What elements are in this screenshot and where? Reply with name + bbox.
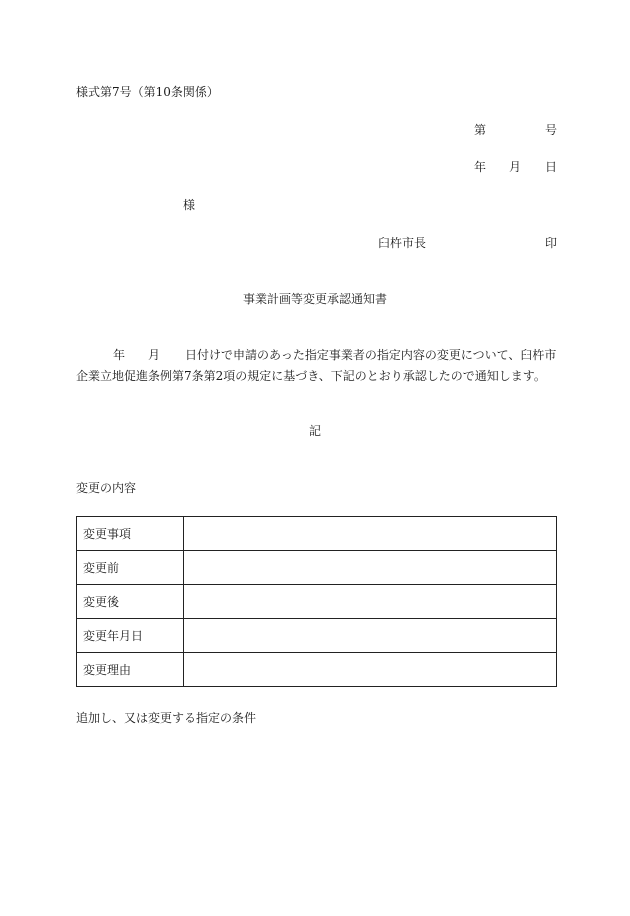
date-month: 月: [509, 160, 522, 174]
date-year: 年: [474, 160, 487, 174]
seal-mark: 印: [545, 236, 558, 250]
row-label: 変更理由: [77, 653, 184, 687]
form-number: 様式第7号（第10条関係）: [76, 85, 219, 99]
row-label: 変更事項: [77, 517, 184, 551]
changes-table: [76, 516, 557, 687]
row-label: 変更前: [77, 551, 184, 585]
issuer-title: 臼杵市長: [378, 236, 427, 250]
row-value: [184, 517, 557, 551]
changes-section-heading: 変更の内容: [76, 481, 137, 495]
table-row: [77, 585, 557, 619]
row-label: 変更後: [77, 585, 184, 619]
date-day: 日: [545, 160, 558, 174]
row-value: [184, 551, 557, 585]
row-value: [184, 653, 557, 687]
table-row: [77, 551, 557, 585]
document-title: 事業計画等変更承認通知書: [242, 292, 387, 306]
body-line2: 企業立地促進条例第7条第2項の規定に基づき、下記のとおり承認したので通知します。: [76, 369, 546, 383]
body-year: 年: [113, 348, 126, 362]
body-line1: 日付けで申請のあった指定事業者の指定内容の変更について、臼杵市: [185, 348, 557, 362]
body-month: 月: [148, 348, 161, 362]
conditions-section-heading: 追加し、又は変更する指定の条件: [76, 711, 257, 725]
table-row: [77, 517, 557, 551]
table-row: [77, 653, 557, 687]
row-value: [184, 585, 557, 619]
ki-heading: 記: [308, 424, 321, 438]
doc-number-suffix: 号: [545, 123, 558, 137]
row-value: [184, 619, 557, 653]
addressee-honorific: 様: [183, 198, 196, 212]
row-label: 変更年月日: [77, 619, 184, 653]
table-row: [77, 619, 557, 653]
doc-number-prefix: 第: [474, 123, 487, 137]
